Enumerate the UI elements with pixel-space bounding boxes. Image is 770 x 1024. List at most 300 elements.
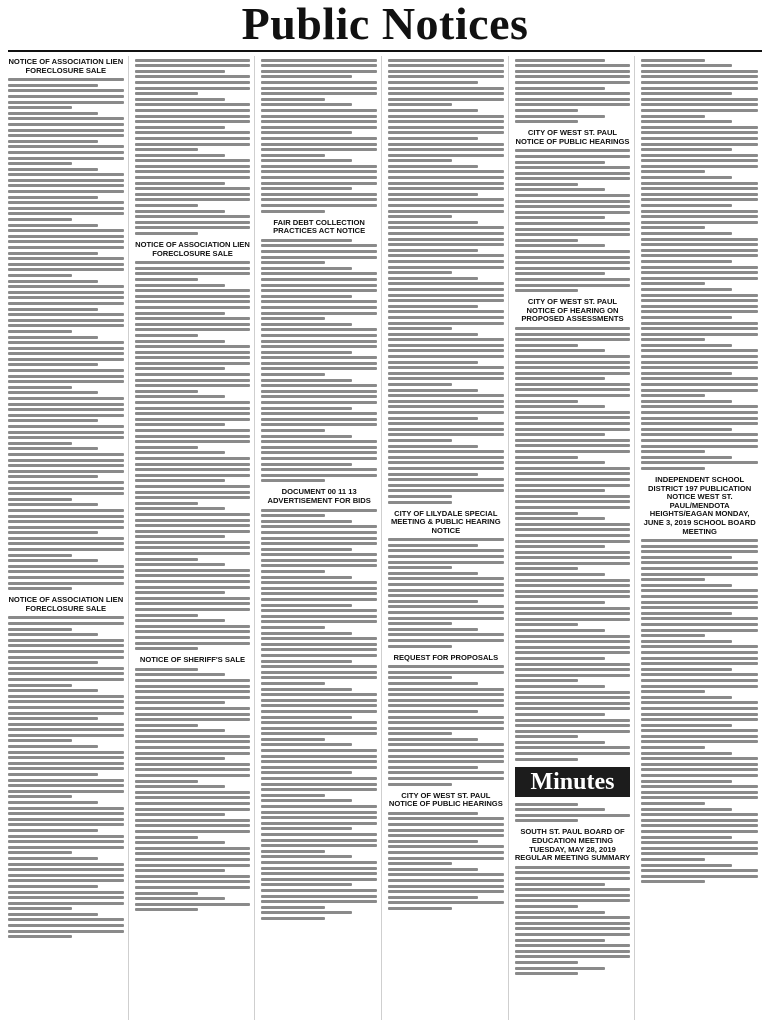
text-line — [388, 840, 478, 843]
text-line — [261, 688, 351, 691]
text-line — [641, 226, 705, 229]
text-line — [261, 665, 377, 668]
text-line — [135, 451, 225, 454]
text-line — [515, 411, 631, 414]
text-line — [8, 235, 124, 238]
text-line — [8, 78, 124, 81]
text-line — [261, 312, 377, 315]
text-line — [261, 115, 377, 118]
notice-heading: FAIR DEBT COLLECTION PRACTICES ACT NOTICE — [273, 217, 366, 236]
text-line — [8, 885, 98, 888]
column-2 — [135, 56, 256, 1020]
text-line — [515, 651, 631, 654]
text-line — [641, 729, 758, 732]
text-line — [261, 407, 351, 410]
text-line — [641, 394, 705, 397]
text-line — [388, 115, 504, 118]
text-line — [388, 165, 478, 168]
text-line — [515, 250, 631, 253]
notice-heading: NOTICE OF ASSOCIATION LIEN FORECLOSURE SALE — [8, 595, 124, 613]
text-line — [515, 506, 631, 509]
text-line — [641, 433, 758, 436]
text-line — [8, 751, 124, 754]
text-line — [135, 143, 251, 146]
text-line — [515, 758, 579, 761]
text-line — [261, 345, 377, 348]
text-line — [8, 684, 72, 687]
notice — [135, 59, 251, 235]
text-line — [641, 372, 732, 375]
text-line — [388, 544, 478, 547]
text-line — [388, 682, 478, 685]
text-line — [135, 92, 199, 95]
text-line — [8, 380, 124, 383]
text-line — [8, 347, 124, 350]
text-line — [515, 814, 631, 817]
text-line — [515, 871, 631, 874]
text-line — [641, 657, 758, 660]
text-line — [388, 812, 478, 815]
text-line — [135, 59, 251, 62]
text-line — [261, 592, 377, 595]
text-line — [641, 864, 732, 867]
text-line — [388, 538, 504, 541]
text-line — [641, 81, 758, 84]
text-line — [515, 545, 605, 548]
text-line — [515, 467, 631, 470]
text-line — [261, 401, 377, 404]
text-line — [135, 535, 225, 538]
text-line — [641, 740, 758, 743]
text-line — [261, 81, 377, 84]
text-line — [8, 358, 124, 361]
text-line — [261, 609, 377, 612]
text-line — [135, 586, 251, 589]
text-line — [515, 103, 631, 106]
text-line — [8, 650, 124, 653]
text-line — [261, 457, 377, 460]
text-line — [135, 735, 251, 738]
text-line — [515, 573, 605, 576]
text-line — [388, 383, 452, 386]
text-line — [515, 657, 605, 660]
text-line — [261, 64, 377, 67]
text-line — [388, 143, 504, 146]
text-line — [135, 830, 251, 833]
text-line — [641, 735, 758, 738]
text-line — [8, 179, 124, 182]
text-line — [135, 496, 251, 499]
text-line — [135, 429, 251, 432]
text-line — [261, 479, 325, 482]
text-line — [8, 296, 124, 299]
text-line — [135, 334, 199, 337]
text-line — [135, 713, 251, 716]
text-line — [641, 243, 758, 246]
text-line — [8, 891, 124, 894]
text-line — [135, 221, 251, 224]
text-line — [388, 137, 478, 140]
text-line — [641, 813, 758, 816]
text-line — [261, 811, 377, 814]
text-line — [261, 587, 377, 590]
text-line — [388, 372, 504, 375]
text-line — [261, 250, 377, 253]
text-line — [135, 204, 199, 207]
text-line — [8, 453, 124, 456]
text-line — [261, 474, 377, 477]
notice — [8, 596, 124, 938]
text-line — [135, 597, 251, 600]
text-line — [388, 676, 452, 679]
text-line — [641, 349, 758, 352]
text-line — [388, 478, 504, 481]
text-line — [135, 401, 251, 404]
text-line — [261, 323, 351, 326]
text-line — [388, 857, 504, 860]
text-line — [135, 519, 251, 522]
text-line — [515, 495, 631, 498]
text-line — [261, 446, 377, 449]
text-line — [8, 414, 124, 417]
text-line — [8, 628, 72, 631]
text-line — [135, 763, 251, 766]
text-line — [388, 64, 504, 67]
text-line — [388, 845, 504, 848]
text-line — [8, 218, 72, 221]
text-line — [8, 526, 124, 529]
text-line — [135, 614, 199, 617]
text-line — [641, 847, 758, 850]
text-line — [641, 377, 758, 380]
text-line — [515, 372, 631, 375]
text-line — [388, 221, 478, 224]
text-line — [388, 862, 452, 865]
text-line — [515, 612, 631, 615]
text-line — [135, 685, 251, 688]
text-line — [8, 565, 124, 568]
text-line — [388, 193, 478, 196]
text-line — [388, 288, 504, 291]
text-line — [261, 626, 325, 629]
notice — [515, 298, 631, 761]
text-line — [388, 879, 504, 882]
text-line — [388, 266, 504, 269]
text-line — [388, 445, 478, 448]
text-line — [515, 216, 605, 219]
text-line — [8, 835, 124, 838]
text-line — [8, 336, 98, 339]
notice — [261, 59, 377, 213]
text-line — [388, 389, 478, 392]
text-line — [515, 161, 605, 164]
text-line — [515, 333, 631, 336]
text-line — [515, 629, 605, 632]
notice-heading: NOTICE OF ASSOCIATION LIEN FORECLOSURE SALE — [8, 57, 124, 75]
text-line — [8, 661, 98, 664]
text-line — [261, 581, 377, 584]
text-line — [388, 238, 504, 241]
text-line — [515, 944, 631, 947]
text-line — [135, 390, 199, 393]
text-line — [8, 807, 124, 810]
text-line — [515, 967, 605, 970]
text-line — [135, 608, 251, 611]
text-line — [8, 896, 124, 899]
text-line — [8, 308, 98, 311]
text-line — [261, 395, 377, 398]
text-line — [515, 735, 579, 738]
text-line — [641, 288, 732, 291]
text-line — [8, 616, 124, 619]
text-line — [388, 628, 478, 631]
text-line — [515, 679, 579, 682]
text-line — [8, 481, 124, 484]
text-line — [8, 762, 124, 765]
text-line — [135, 507, 225, 510]
text-line — [388, 907, 452, 910]
text-line — [135, 193, 251, 196]
text-line — [515, 416, 631, 419]
text-line — [8, 700, 124, 703]
text-line — [641, 802, 705, 805]
text-line — [8, 459, 124, 462]
text-line — [515, 601, 605, 604]
text-line — [388, 260, 504, 263]
column-1 — [8, 56, 129, 1020]
text-line — [388, 187, 504, 190]
text-line — [641, 841, 758, 844]
text-line — [261, 553, 377, 556]
text-line — [515, 81, 631, 84]
text-line — [135, 70, 225, 73]
text-line — [388, 148, 504, 151]
text-line — [8, 212, 124, 215]
text-line — [515, 950, 631, 953]
text-line — [388, 428, 504, 431]
text-line — [261, 170, 377, 173]
text-line — [8, 851, 72, 854]
text-line — [261, 239, 351, 242]
text-line — [515, 59, 605, 62]
text-line — [261, 548, 351, 551]
text-line — [261, 570, 325, 573]
text-line — [135, 198, 251, 201]
text-line — [261, 861, 377, 864]
text-line — [641, 294, 758, 297]
text-line — [261, 131, 351, 134]
text-line — [388, 377, 504, 380]
text-line — [8, 587, 72, 590]
text-line — [515, 228, 631, 231]
text-line — [8, 520, 124, 523]
text-line — [135, 176, 251, 179]
text-line — [135, 362, 251, 365]
text-line — [388, 294, 504, 297]
text-line — [515, 741, 605, 744]
text-line — [261, 126, 377, 129]
text-line — [515, 472, 631, 475]
text-line — [135, 852, 251, 855]
text-line — [515, 517, 605, 520]
text-line — [388, 333, 478, 336]
text-line — [8, 492, 124, 495]
text-line — [388, 760, 504, 763]
text-line — [388, 120, 504, 123]
text-line — [515, 92, 631, 95]
text-line — [641, 875, 758, 878]
text-line — [515, 663, 631, 666]
text-line — [261, 509, 377, 512]
text-line — [8, 224, 98, 227]
text-line — [8, 475, 98, 478]
text-line — [8, 767, 124, 770]
text-line — [641, 333, 758, 336]
text-line — [641, 573, 758, 576]
text-line — [261, 794, 325, 797]
text-line — [135, 284, 225, 287]
notice-heading: CITY OF WEST ST. PAUL NOTICE OF PUBLIC HEARINGS — [515, 128, 630, 146]
text-line — [135, 407, 251, 410]
text-line — [261, 187, 351, 190]
text-line — [515, 752, 631, 755]
text-line — [8, 268, 124, 271]
text-line — [135, 690, 251, 693]
text-line — [388, 271, 452, 274]
text-line — [8, 907, 72, 910]
text-line — [135, 98, 225, 101]
text-line — [135, 546, 251, 549]
text-line — [135, 215, 251, 218]
text-line — [388, 566, 452, 569]
text-line — [8, 280, 98, 283]
notice-heading: CITY OF LILYDALE SPECIAL MEETING & PUBLIC HEARING NOTICE — [390, 508, 501, 535]
text-line — [261, 598, 377, 601]
text-line — [261, 92, 377, 95]
text-line — [641, 456, 732, 459]
text-line — [641, 880, 705, 883]
text-line — [261, 204, 377, 207]
notice — [641, 59, 758, 470]
text-line — [135, 673, 225, 676]
text-line — [388, 310, 504, 313]
text-line — [515, 911, 605, 914]
text-line — [515, 394, 631, 397]
text-line — [8, 313, 124, 316]
text-line — [135, 897, 225, 900]
text-line — [8, 840, 124, 843]
text-line — [261, 727, 377, 730]
text-line — [641, 461, 758, 464]
text-line — [388, 422, 504, 425]
text-line — [515, 355, 631, 358]
text-line — [388, 299, 504, 302]
text-line — [641, 768, 758, 771]
text-line — [515, 388, 631, 391]
text-line — [641, 450, 705, 453]
text-line — [388, 710, 478, 713]
text-line — [8, 868, 124, 871]
text-line — [8, 734, 124, 737]
text-line — [8, 712, 124, 715]
text-line — [388, 766, 478, 769]
text-line — [641, 165, 758, 168]
text-line — [641, 606, 758, 609]
text-line — [8, 795, 72, 798]
text-line — [515, 730, 631, 733]
text-line — [8, 173, 124, 176]
text-line — [8, 846, 124, 849]
text-line — [135, 569, 251, 572]
text-line — [135, 869, 225, 872]
text-line — [515, 883, 605, 886]
text-line — [8, 633, 98, 636]
text-line — [388, 433, 504, 436]
text-line — [388, 645, 452, 648]
text-line — [388, 170, 504, 173]
text-line — [515, 194, 631, 197]
text-line — [8, 112, 98, 115]
text-line — [8, 559, 98, 562]
text-line — [388, 901, 504, 904]
text-line — [8, 436, 124, 439]
text-line — [388, 355, 504, 358]
text-line — [135, 131, 251, 134]
text-line — [641, 617, 758, 620]
text-line — [641, 623, 758, 626]
text-line — [8, 252, 98, 255]
text-line — [261, 867, 377, 870]
text-line — [135, 707, 251, 710]
text-line — [515, 433, 605, 436]
text-line — [515, 64, 631, 67]
text-line — [135, 446, 199, 449]
text-line — [261, 284, 377, 287]
notice-heading: CITY OF WEST ST. PAUL NOTICE OF HEARING ON PROPOSED ASSESSMENTS — [521, 297, 624, 324]
text-line — [641, 305, 758, 308]
text-line — [8, 375, 124, 378]
text-line — [388, 600, 478, 603]
text-line — [641, 819, 758, 822]
text-line — [641, 266, 758, 269]
text-line — [8, 129, 124, 132]
text-line — [261, 917, 325, 920]
text-line — [135, 317, 251, 320]
text-line — [641, 668, 732, 671]
text-line — [261, 839, 377, 842]
text-line — [8, 924, 124, 927]
text-line — [135, 740, 251, 743]
text-line — [8, 503, 98, 506]
text-line — [135, 903, 251, 906]
text-line — [388, 277, 478, 280]
text-line — [388, 873, 504, 876]
text-line — [641, 355, 758, 358]
text-line — [515, 955, 631, 958]
text-line — [261, 850, 325, 853]
text-line — [641, 103, 758, 106]
text-line — [135, 412, 251, 415]
text-line — [388, 400, 504, 403]
text-line — [641, 316, 732, 319]
text-line — [135, 232, 199, 235]
text-line — [388, 411, 504, 414]
notice-heading: CITY OF WEST ST. PAUL NOTICE OF PUBLIC HEARINGS — [388, 790, 503, 809]
notice — [135, 656, 251, 911]
text-line — [8, 341, 124, 344]
text-line — [261, 367, 377, 370]
text-line — [515, 244, 605, 247]
